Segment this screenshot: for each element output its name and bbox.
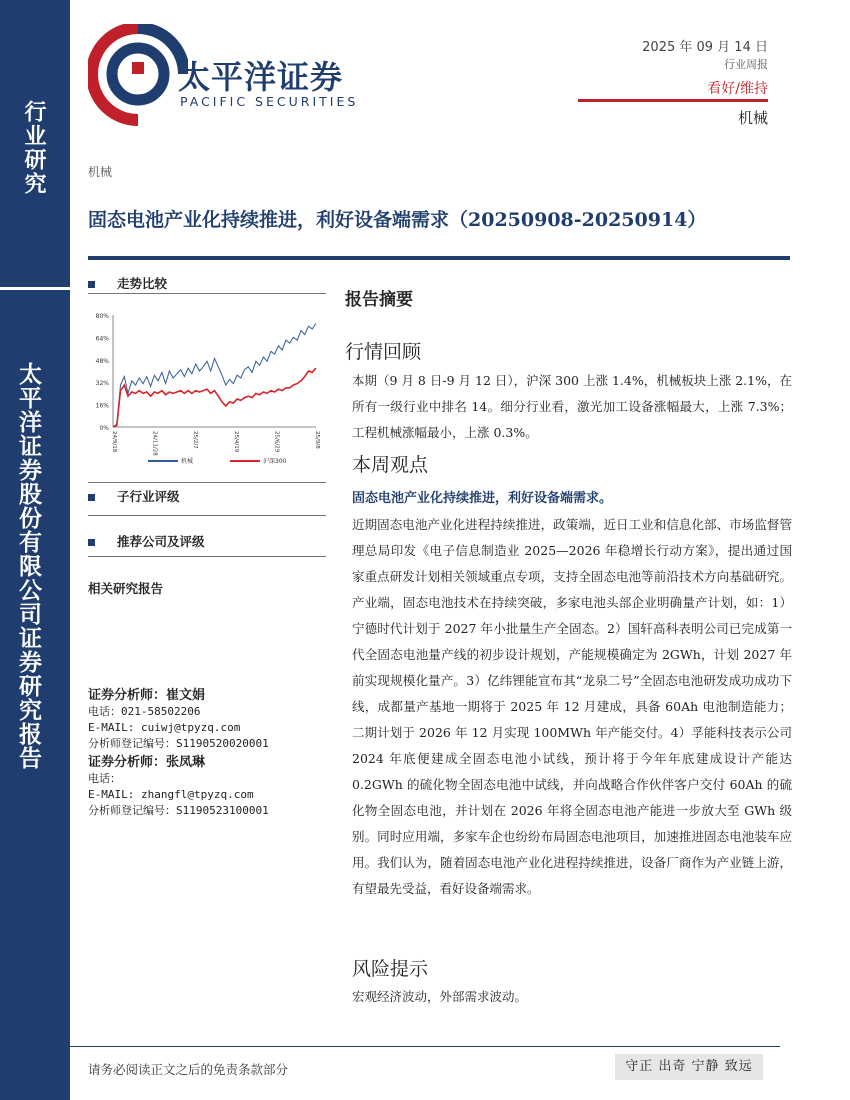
section-rule [88,482,326,483]
industry-rating: 看好/维持 [707,81,768,97]
series-line-沪深300 [113,368,316,427]
recommend-heading-label: 推荐公司及评级 [117,534,205,549]
y-tick-label: 16% [95,402,109,410]
related-reports-heading: 相关研究报告 [88,581,164,596]
analyst-reg: 分析师登记编号：S1190523100001 [88,804,269,817]
sidebar-top-band [0,0,70,287]
logo-emblem-icon [88,24,188,136]
sidebar-company-label: 太平洋证券股份有限公司证券研究报告 [15,362,42,770]
footer-divider [70,1046,780,1047]
header-industry: 机械 [737,109,768,127]
x-tick-label: 24/9/18 [111,431,117,453]
x-tick-label: 25/9/8 [314,431,320,449]
report-date: 2025 年 09 月 14 日 [642,40,768,55]
sidebar-top-label: 行业研究 [21,100,47,196]
analyst-name: 证券分析师：崔文娟 [88,688,206,703]
y-tick-label: 48% [95,357,109,365]
recommend-heading [88,532,205,550]
section-rule [88,515,326,516]
x-tick-label: 25/2/7 [192,431,199,449]
trend-heading [88,274,167,292]
report-type: 行业周报 [724,58,768,71]
analyst-block-2 [88,755,269,819]
logo-name-cn: 太平洋证券 [178,58,344,96]
footer-disclaimer: 请务必阅读正文之后的免责条款部分 [88,1062,289,1077]
bullet-square-icon [88,494,95,501]
x-tick-label: 25/6/29 [273,431,280,453]
risk-heading: 风险提示 [352,958,429,980]
subindustry-heading-label: 子行业评级 [117,489,180,504]
y-tick-label: 64% [95,335,109,343]
y-tick-label: 0% [99,425,109,432]
subheader-industry: 机械 [88,165,113,179]
footer-motto: 守正 出奇 宁静 致远 [615,1054,763,1080]
analyst-phone: 电话：021-58502206 [88,705,201,718]
logo-name-en: PACIFIC SECURITIES [180,94,359,109]
title-divider [88,256,790,260]
section-rule [88,293,326,294]
section-rule [88,556,326,557]
view-heading: 本周观点 [352,454,429,476]
review-heading: 行情回顾 [345,341,422,363]
x-tick-label: 25/4/19 [232,431,239,453]
trend-chart [88,305,323,475]
analyst-email[interactable]: E-MAIL: cuiwj@tpyzq.com [88,721,241,734]
sidebar-bottom-band [0,290,70,1100]
subindustry-heading [88,487,180,505]
bullet-square-icon [88,281,95,288]
y-tick-label: 80% [95,313,109,320]
bullet-square-icon [88,539,95,546]
risk-text: 宏观经济波动，外部需求波动。 [352,989,528,1004]
page-title: 固态电池产业化持续推进，利好设备端需求（20250908-20250914） [88,209,707,231]
header-divider [578,99,768,102]
view-text: 近期固态电池产业化进程持续推进，政策端，近日工业和信息化部、市场监督管理总局印发《电子信息制造业 2025—2026 年稳增长行动方案》，提出通过国家重点研发计划相关领域重点专项，支持全固态电池等前沿技术方向基础研究。产业端，固态电池技术在持续突破，多家电池头部企业明确量产计划，如：1）宁德时代计划于 2027 年小批量生产全固态。2）国轩高科表明公司已完成第一代全固态电池量产线的初步设计规划，产能规模确定为 2GWh，计划 2027 年前实现规模化量产。3）亿纬锂能宣布其“龙泉二号”全固态电池研发成功成功下线，成都量产基地一期将于 2025 年 12 月建成，具备 60Ah 电池制造能力；二期计划于 2026 年 12 月实现 100MWh 年产能交付。4）孚能科技表示公司 2024 年底便建成全固态电池小试线，预计将于今年年底建成设计产能达 0.2GWh 的硫化物全固态电池中试线，并向战略合作伙伴客户交付 60Ah 的硫化物全固态电池，并计划在 2026 年将全固态电池产能进一步放大至 GWh 级别。同时应用端，多家车企也纷纷布局固态电池项目，加速推进固态电池装车应用。我们认为，随着固态电池产业化进程持续推进，设备厂商作为产业链上游，有望最先受益，看好设备端需求。 [352,517,792,896]
trend-chart-svg [88,305,323,475]
series-line-机械 [113,323,316,427]
x-tick-label: 24/11/28 [151,431,158,456]
legend-label: 机械 [181,458,194,465]
analyst-name: 证券分析师：张凤琳 [88,755,206,770]
view-emphasis: 固态电池产业化持续推进，利好设备端需求。 [352,491,613,506]
analyst-phone: 电话： [88,772,121,785]
legend-label: 沪深300 [263,458,287,465]
trend-heading-label: 走势比较 [117,276,168,291]
review-text: 本期（9 月 8 日-9 月 12 日），沪深 300 上涨 1.4%，机械板块上涨 2.1%，在所有一级行业中排名 14。细分行业看，激光加工设备涨幅最大，上涨 7.3%；工程机械涨幅最小，上涨 0.3%。 [352,373,792,440]
y-tick-label: 32% [95,380,109,388]
analyst-reg: 分析师登记编号：S1190520020001 [88,737,269,750]
summary-heading: 报告摘要 [345,290,413,310]
analyst-block-1 [88,688,269,752]
analyst-email[interactable]: E-MAIL: zhangfl@tpyzq.com [88,788,254,801]
